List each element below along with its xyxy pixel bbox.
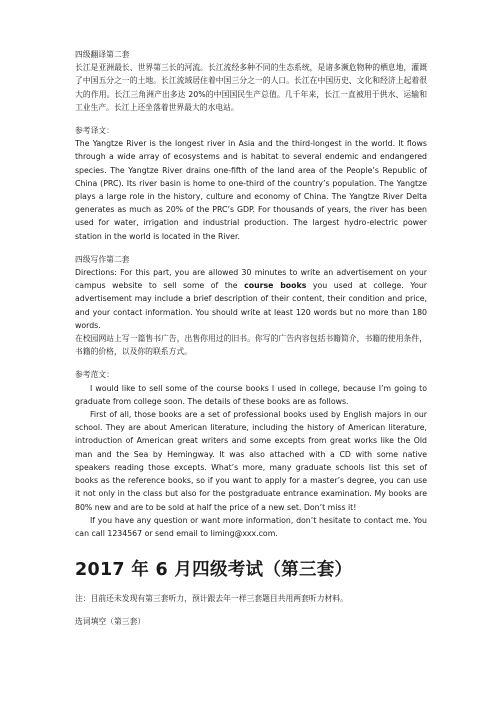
essay-paragraph-1: I would like to sell some of the course books I used in college, because I’m going to graduate from college soon. The details of these books are as follows. <box>75 383 427 406</box>
writing-directions-cn: 在校园网站上写一篇售书广告，出售你用过的旧书。你写的广告内容包括书籍简介，书籍的使用条件，书籍的价格，以及你的联系方式。 <box>75 334 427 357</box>
essay-paragraph-2: First of all, those books are a set of professional books used by English majors in our school. They are about American literature, including the history of American literature, introduction of American great writers and some excepts from great works like the Old man and the Sea by Hemingway. It was also attached with a CD with some native speakers reading those excepts. What’s more, many graduate schools list this set of books as the reference books, so if you want to apply for a master’s degree, you can use it not only in the class but also for the postgraduate entrance examination. My books are 80% new and are to be sold at half the price of a new set. Don’t miss it! <box>75 410 427 512</box>
translation-section <box>75 48 427 114</box>
exam-note: 注：目前还未发现有第三套听力，预计跟去年一样三套题目共用两套听力材料。 <box>75 594 348 604</box>
reference-translation-heading: 参考译文： <box>75 126 114 136</box>
document-page <box>75 48 427 629</box>
writing-heading: 四级写作第二套 <box>75 254 130 264</box>
translation-text-cn: 长江是亚洲最长、世界第三长的河流。长江流经多种不同的生态系统，是诸多濒危物种的栖息地，灌溉了中国五分之一的土地。长江流域居住着中国三分之一的人口。长江在中国历史、文化和经济上起着很大的作用。长江三角洲产出多达 20%的中国国民生产总值。几千年来，长江一直被用于供水、运输和工业生产。长江上还坐落着世界最大的水电站。 <box>75 63 427 112</box>
cloze-heading: 选词填空（第三套） <box>75 617 146 627</box>
directions-text-end: you used at college. Your advertisement may include a brief description of their content, their condition and price, and your contact information. You should write at least 120 words but no more than 180 words. <box>75 281 427 330</box>
writing-directions <box>75 266 427 332</box>
translation-heading: 四级翻译第二套 <box>75 50 130 59</box>
directions-keyword: course books <box>244 281 307 291</box>
reference-translation-section <box>75 124 427 243</box>
essay-paragraph-3: If you have any question or want more information, don’t hesitate to contact me. You can call 1234567 or send email to liming@xxx.com. <box>75 515 427 538</box>
writing-section <box>75 253 427 359</box>
reference-translation-text: The Yangtze River is the longest river in Asia and the third-longest in the world. It flows through a wide array of ecosystems and is habitat to several endemic and endangered species. The Yangtze River drains one-fifth of the land area of the People’s Republic of China (PRC). Its river basin is home to one-third of the country’s population. The Yangtze plays a large role in the history, culture and economy of China. The Yangtze River Delta generates as much as 20% of the PRC’s GDP. For thousands of years, the river has been used for water, irrigation and industrial production. The largest hydro-electric power station in the world is located in the River. <box>75 139 427 241</box>
sample-essay-section <box>75 368 427 540</box>
exam-title: 2017 年 6 月四级考试（第三套） <box>75 560 353 581</box>
sample-essay-heading: 参考范文： <box>75 370 114 380</box>
directions-text-start: Directions: For this part, you are allowed 30 minutes to write an advertisement on your campus website to sell some of the <box>75 268 427 291</box>
